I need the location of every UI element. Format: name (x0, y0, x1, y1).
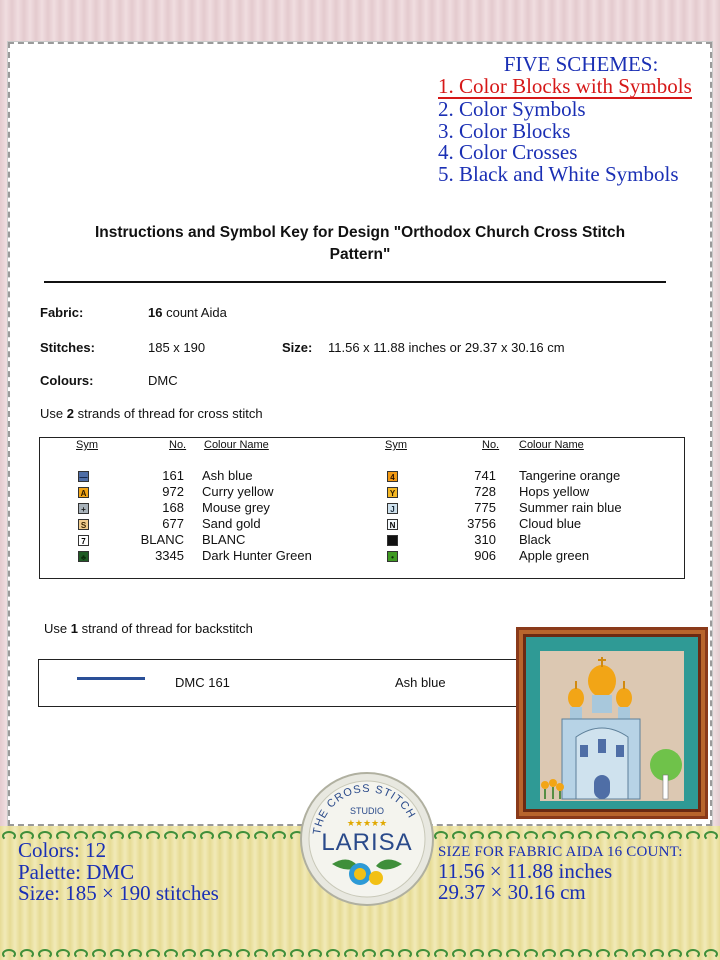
dmc-number: 741 (474, 468, 496, 483)
dmc-number: 168 (162, 500, 184, 515)
header-name-right: Colour Name (519, 439, 584, 451)
symbol-swatch-icon: Y (387, 487, 398, 498)
scroll-ornament-icon (146, 831, 160, 841)
dmc-number: BLANC (140, 532, 184, 547)
logo-studio-text: STUDIO (349, 806, 385, 816)
scroll-ornament-icon (560, 949, 574, 959)
symbol-swatch-icon: S (78, 519, 89, 530)
header-no-right: No. (482, 439, 500, 451)
colours-label: Colours: (40, 373, 94, 388)
scroll-ornament-icon (236, 949, 250, 959)
logo-stars: ★★★★★ (346, 819, 388, 829)
symbol-swatch-icon (387, 535, 398, 546)
scroll-ornament-icon (434, 949, 448, 959)
scroll-ornament-icon (20, 949, 34, 959)
scroll-ornament-icon (578, 949, 592, 959)
scroll-ornament-icon (650, 831, 664, 841)
pattern-preview-image (516, 627, 708, 819)
scroll-ornament-icon (128, 831, 142, 841)
scroll-ornament-icon (398, 949, 412, 959)
scroll-ornament-icon (2, 949, 16, 959)
scroll-ornament-icon (704, 949, 718, 959)
colour-name: Dark Hunter Green (202, 548, 312, 563)
scroll-ornament-icon (74, 949, 88, 959)
stitch-size-info: Size: 185 × 190 stitches (18, 881, 219, 905)
scroll-ornament-icon (524, 831, 538, 841)
colors-count: Colors: 12 (18, 838, 107, 862)
size-value: 11.56 x 11.88 inches or 29.37 x 30.16 cm (328, 340, 565, 355)
palette-info: Palette: DMC (18, 860, 135, 884)
scroll-ornament-icon (308, 949, 322, 959)
scroll-ornament-icon (164, 949, 178, 959)
scheme-item-5[interactable]: 5. Black and White Symbols (438, 161, 679, 186)
scroll-ornament-icon (272, 831, 286, 841)
scroll-ornament-icon (38, 949, 52, 959)
scroll-ornament-icon (668, 831, 682, 841)
dmc-number: 677 (162, 516, 184, 531)
scroll-ornament-icon (470, 949, 484, 959)
colour-name: BLANC (202, 532, 246, 547)
scheme-item-2[interactable]: 2. Color Symbols (438, 97, 586, 121)
scroll-ornament-icon (596, 949, 610, 959)
scroll-ornament-icon (326, 949, 340, 959)
backstitch-line-sample (77, 677, 145, 680)
backstitch-code: DMC 161 (175, 675, 230, 690)
scroll-ornament-icon (632, 949, 646, 959)
symbol-swatch-icon: • (387, 551, 398, 562)
scroll-ornament-icon (236, 831, 250, 841)
scroll-ornament-icon (506, 831, 520, 841)
colour-name: Ash blue (202, 468, 253, 483)
symbol-swatch-icon: 7 (78, 535, 89, 546)
scroll-ornament-icon (632, 831, 646, 841)
symbol-swatch-icon: ♣ (78, 551, 89, 562)
cross-stitch-instruction: Use 2 strands of thread for cross stitch (40, 406, 263, 421)
title-line-2: Pattern" (329, 246, 391, 263)
header-sym-left: Sym (76, 439, 98, 451)
fabric-size-inches: 11.56 × 11.88 inches (438, 859, 613, 883)
scroll-ornament-icon (578, 831, 592, 841)
scroll-ornament-icon (254, 831, 268, 841)
symbol-swatch-icon: + (78, 503, 89, 514)
scroll-ornament-icon (362, 949, 376, 959)
scroll-ornament-icon (470, 831, 484, 841)
colour-name: Apple green (519, 548, 590, 563)
scroll-ornament-icon (182, 831, 196, 841)
header-name-left: Colour Name (204, 439, 269, 451)
header-sym-right: Sym (385, 439, 407, 451)
stitches-value: 185 x 190 (148, 340, 206, 355)
scroll-ornament-icon (164, 831, 178, 841)
schemes-list (438, 54, 714, 185)
title-line-1: Instructions and Symbol Key for Design "Orthodox Church Cross Stitch (94, 224, 626, 241)
page-title (40, 222, 680, 266)
symbol-swatch-icon: A (78, 487, 89, 498)
dmc-number: 3756 (467, 516, 496, 531)
symbol-swatch-icon: J (387, 503, 398, 514)
dmc-number: 906 (474, 548, 496, 563)
scroll-ornament-icon (110, 831, 124, 841)
fabric-size-cm: 29.37 × 30.16 cm (438, 880, 586, 904)
scroll-ornament-icon (506, 949, 520, 959)
dmc-number: 3345 (155, 548, 184, 563)
scroll-ornament-icon (218, 949, 232, 959)
colour-name: Cloud blue (519, 516, 582, 531)
scroll-ornament-icon (200, 831, 214, 841)
scroll-ornament-icon (488, 949, 502, 959)
dmc-number: 972 (162, 484, 184, 499)
scroll-ornament-icon (380, 949, 394, 959)
scroll-ornament-icon (182, 949, 196, 959)
scroll-ornament-icon (542, 949, 556, 959)
scroll-ornament-icon (488, 831, 502, 841)
scroll-ornament-icon (92, 949, 106, 959)
scroll-ornament-icon (542, 831, 556, 841)
scroll-ornament-icon (596, 831, 610, 841)
fabric-value: 16 count Aida (148, 305, 227, 320)
scroll-ornament-icon (686, 949, 700, 959)
scroll-ornament-icon (668, 949, 682, 959)
fabric-size-heading: SIZE FOR FABRIC AIDA 16 COUNT: (438, 844, 683, 860)
scroll-ornament-icon (650, 949, 664, 959)
stitches-label: Stitches: (40, 340, 95, 355)
dmc-number: 310 (474, 532, 496, 547)
scroll-ornament-icon (560, 831, 574, 841)
logo-name: LARISA (321, 829, 413, 856)
colour-name: Mouse grey (202, 500, 270, 515)
fabric-label: Fabric: (40, 305, 84, 320)
backstitch-table (38, 659, 538, 707)
colour-name: Curry yellow (202, 484, 274, 499)
header-no-left: No. (169, 439, 187, 451)
scroll-ornament-icon (254, 949, 268, 959)
scroll-ornament-icon (218, 831, 232, 841)
colours-value: DMC (148, 373, 178, 388)
scheme-item-1[interactable]: 1. Color Blocks with Symbols (438, 73, 692, 98)
backstitch-instruction: Use 1 strand of thread for backstitch (44, 621, 253, 636)
scroll-ornament-icon (146, 949, 160, 959)
colour-name: Sand gold (202, 516, 261, 531)
colour-name: Summer rain blue (519, 500, 622, 515)
scroll-ornament-icon (452, 949, 466, 959)
decorative-border-bottom (0, 946, 720, 958)
scroll-ornament-icon (686, 831, 700, 841)
scroll-ornament-icon (272, 949, 286, 959)
symbol-swatch-icon: 4 (387, 471, 398, 482)
studio-logo (298, 770, 436, 908)
symbol-swatch-icon: — (79, 473, 88, 482)
colour-name: Tangerine orange (519, 468, 621, 483)
logo-arc-text: THE CROSS STITCH (311, 782, 418, 836)
scroll-ornament-icon (416, 949, 430, 959)
scroll-ornament-icon (200, 949, 214, 959)
colour-name: Black (519, 532, 551, 547)
scroll-ornament-icon (452, 831, 466, 841)
backstitch-name: Ash blue (395, 675, 446, 690)
symbol-swatch-icon: N (387, 519, 398, 530)
scheme-item-4[interactable]: 4. Color Crosses (438, 140, 578, 164)
scheme-item-3[interactable]: 3. Color Blocks (438, 118, 571, 143)
scroll-ornament-icon (524, 949, 538, 959)
schemes-heading: FIVE SCHEMES: (503, 52, 659, 76)
size-label: Size: (282, 340, 313, 355)
dmc-number: 775 (474, 500, 496, 515)
symbol-key-table (39, 437, 685, 579)
scroll-ornament-icon (56, 949, 70, 959)
colour-name: Hops yellow (519, 484, 590, 499)
scroll-ornament-icon (110, 949, 124, 959)
scroll-ornament-icon (704, 831, 718, 841)
scroll-ornament-icon (128, 949, 142, 959)
title-divider (44, 281, 666, 283)
scroll-ornament-icon (614, 949, 628, 959)
scroll-ornament-icon (434, 831, 448, 841)
scroll-ornament-icon (344, 949, 358, 959)
scroll-ornament-icon (2, 831, 16, 841)
dmc-number: 161 (162, 468, 184, 483)
scroll-ornament-icon (290, 949, 304, 959)
scroll-ornament-icon (614, 831, 628, 841)
dmc-number: 728 (474, 484, 496, 499)
